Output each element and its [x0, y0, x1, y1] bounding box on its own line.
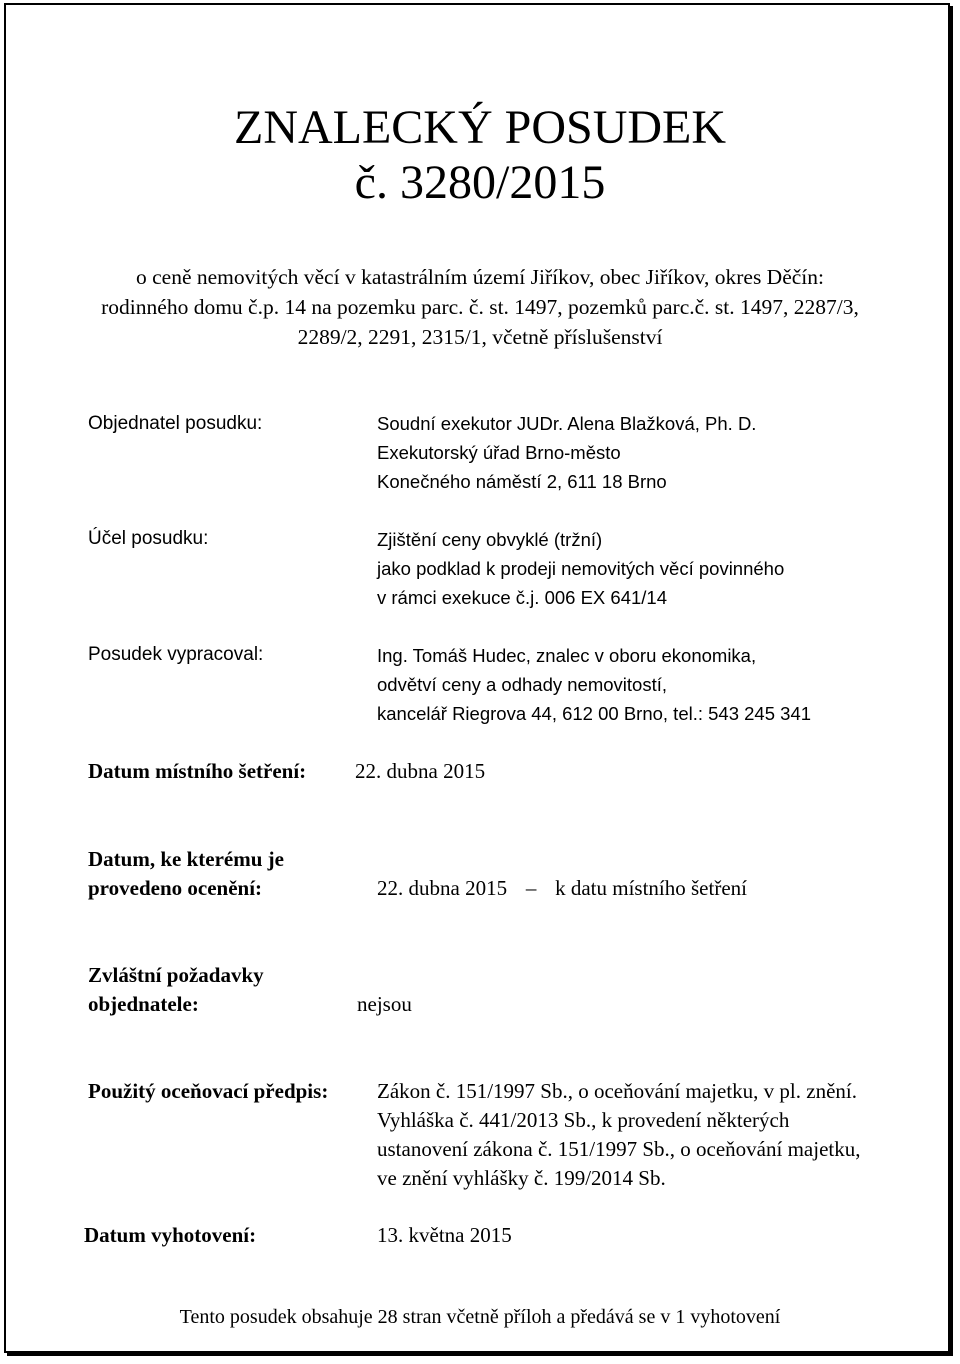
regulation-line-1: Zákon č. 151/1997 Sb., o oceňování majetku, v pl. znění. [377, 1079, 857, 1103]
purpose-line-2: jako podklad k prodeji nemovitých věcí povinného [377, 558, 785, 579]
valuation-date-label-line-2: provedeno ocenění: [88, 876, 263, 900]
client-label: Objednatel posudku: [88, 413, 263, 434]
regulation-line-4: ve znění vyhlášky č. 199/2014 Sb. [377, 1166, 666, 1190]
survey-date-label: Datum místního šetření: [88, 759, 307, 783]
valuation-date-label [88, 845, 284, 903]
regulation-label: Použitý oceňovací předpis: [88, 1079, 329, 1103]
special-requirements-label [88, 961, 264, 1019]
valuation-date: 22. dubna 2015 [377, 876, 508, 900]
survey-date-value: 22. dubna 2015 [355, 759, 486, 783]
special-requirements-label-line-1: Zvláštní požadavky [88, 963, 264, 987]
regulation-value [377, 1077, 860, 1193]
client-line-1: Soudní exekutor JUDr. Alena Blažková, Ph. D. [377, 413, 757, 434]
valuation-date-label-line-1: Datum, ke kterému je [88, 847, 284, 871]
purpose-label: Účel posudku: [88, 528, 209, 549]
issue-date-value: 13. května 2015 [377, 1223, 512, 1247]
regulation-line-3: ustanovení zákona č. 151/1997 Sb., o oceňování majetku, [377, 1137, 861, 1161]
valuation-date-value [377, 874, 747, 903]
special-requirements-label-line-2: objednatele: [88, 992, 199, 1016]
special-requirements-value: nejsou [357, 992, 412, 1016]
purpose-line-1: Zjištění ceny obvyklé (tržní) [377, 529, 603, 550]
subtitle-line-1: o ceně nemovitých věcí v katastrálním území Jiříkov, obec Jiříkov, okres Děčín: [136, 265, 824, 289]
valuation-dash: – [525, 876, 537, 900]
subtitle-line-2: rodinného domu č.p. 14 na pozemku parc. č. st. 1497, pozemků parc.č. st. 1497, 2287/3, [101, 295, 859, 319]
client-line-2: Exekutorský úřad Brno-město [377, 442, 621, 463]
purpose-value [377, 525, 784, 612]
author-line-1: Ing. Tomáš Hudec, znalec v oboru ekonomika, [377, 645, 757, 666]
author-label: Posudek vypracoval: [88, 644, 264, 665]
author-value [377, 641, 811, 728]
regulation-line-2: Vyhláška č. 441/2013 Sb., k provedení některých [377, 1108, 790, 1132]
subtitle-line-3: 2289/2, 2291, 2315/1, včetně příslušenství [297, 325, 663, 349]
valuation-date-note: k datu místního šetření [555, 876, 747, 900]
author-line-3: kancelář Riegrova 44, 612 00 Brno, tel.: 543 245 341 [377, 703, 812, 724]
client-value [377, 409, 756, 496]
purpose-line-3: v rámci exekuce č.j. 006 EX 641/14 [377, 587, 667, 608]
author-line-2: odvětví ceny a odhady nemovitostí, [377, 674, 668, 695]
client-line-3: Konečného náměstí 2, 611 18 Brno [377, 471, 667, 492]
footer-note: Tento posudek obsahuje 28 stran včetně příloh a předává se v 1 vyhotovení [179, 1306, 781, 1328]
document-number: č. 3280/2015 [354, 156, 606, 209]
issue-date-label: Datum vyhotovení: [84, 1223, 257, 1247]
document-title: ZNALECKÝ POSUDEK [234, 101, 726, 154]
